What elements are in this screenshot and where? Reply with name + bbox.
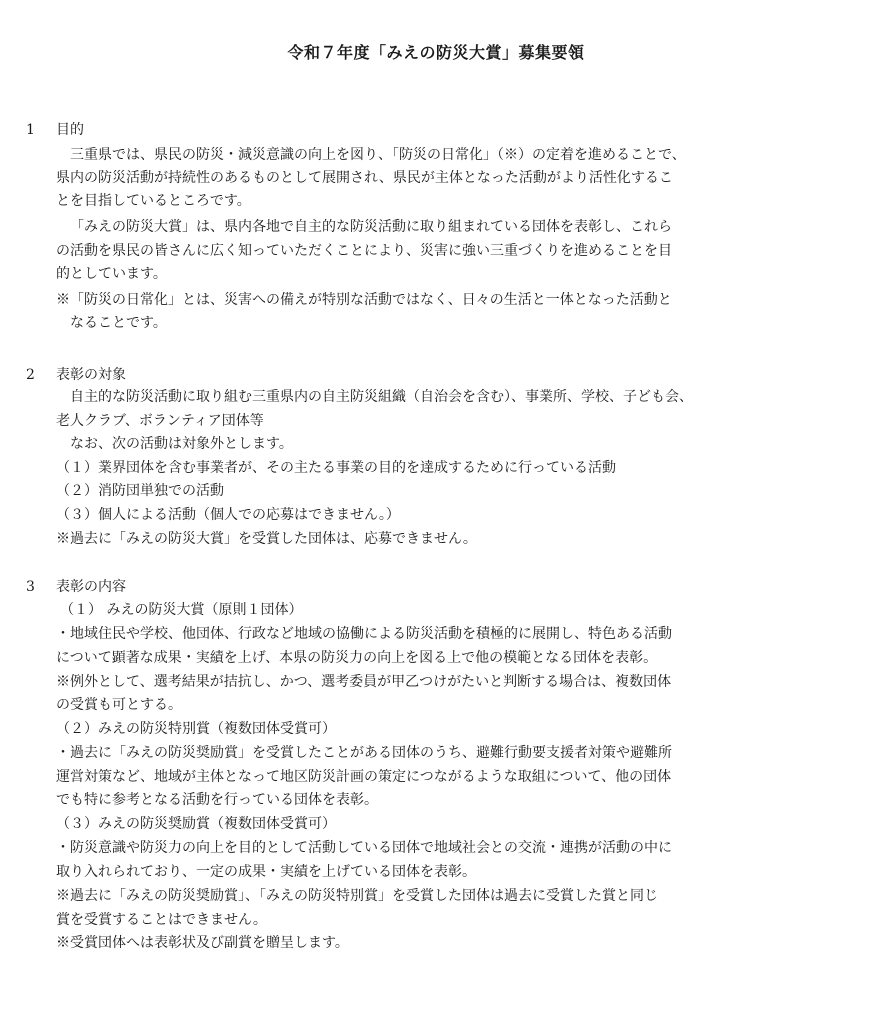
paragraph-line: 老人クラブ、ボランティア団体等 [56,413,264,429]
paragraph-line: 県内の防災活動が持続性のあるものとして展開され、県民が主体となった活動がより活性化するこ [56,170,673,186]
note-line: ※過去に「みえの防災大賞」を受賞した団体は、応募できません。 [56,531,477,547]
paragraph-line: ・防災意識や防災力の向上を目的として活動している団体で地域社会との交流・連携が活動の中に [56,840,672,856]
paragraph-line: 自主的な防災活動に取り組む三重県内の自主防災組織（自治会を含む）、事業所、学校、子ども会、 [70,389,693,405]
note-line: なることです。 [70,315,167,331]
section-number: 1 [26,122,35,138]
note-line: ※受賞団体へは表彰状及び副賞を贈呈します。 [56,935,349,951]
award-heading: （３）みえの防災奨励賞（複数団体受賞可） [56,816,336,832]
list-item: （３）個人による活動（個人での応募はできません。） [56,507,400,523]
paragraph-line: 「みえの防災大賞」は、県内各地で自主的な防災活動に取り組まれている団体を表彰し、これら [70,219,672,235]
note-line: 賞を受賞することはできません。 [56,912,267,928]
note-line: ※例外として、選考結果が拮抗し、かつ、選考委員が甲乙つけがたいと判断する場合は、複数団体 [56,674,672,690]
award-heading: （１） みえの防災大賞（原則１団体） [60,602,303,618]
paragraph-line: 的としています。 [56,266,167,282]
section-number: 3 [26,579,35,595]
paragraph-line: の活動を県民の皆さんに広く知っていただくことにより、災害に強い三重づくりを進めることを目 [56,243,672,259]
paragraph-line: でも特に参考となる活動を行っている団体を表彰。 [56,792,378,808]
paragraph-line: 運営対策など、地域が主体となって地区防災計画の策定につながるような取組について、他の団体 [56,769,672,785]
note-line: の受賞も可とする。 [56,697,182,713]
list-item: （１）業界団体を含む事業者が、その主たる事業の目的を達成するために行っている活動 [56,460,616,476]
paragraph-line: とを目指しているところです。 [56,193,251,209]
paragraph-line: ・地域住民や学校、他団体、行政など地域の協働による防災活動を積極的に展開し、特色ある活動 [56,626,672,642]
list-item: （２）消防団単独での活動 [56,483,224,499]
paragraph-line: について顕著な成果・実績を上げ、本県の防災力の向上を図る上で他の模範となる団体を表彰。 [56,650,658,666]
section-number: 2 [26,367,35,383]
note-line: ※「防災の日常化」とは、災害への備えが特別な活動ではなく、日々の生活と一体となった活動と [56,292,672,308]
paragraph-line: ・過去に「みえの防災奨励賞」を受賞したことがある団体のうち、避難行動要支援者対策や避難所 [56,745,672,761]
award-heading: （２）みえの防災特別賞（複数団体受賞可） [56,721,336,737]
section-heading: 表彰の内容 [56,579,126,595]
document-title: 令和７年度「みえの防災大賞」募集要領 [287,43,585,62]
paragraph-line: 取り入れられており、一定の成果・実績を上げている団体を表彰。 [56,864,476,880]
section-heading: 表彰の対象 [56,367,126,383]
paragraph-line: 三重県では、県民の防災・減災意識の向上を図り、「防災の日常化」（※）の定着を進めることで、 [70,147,686,163]
paragraph-line: なお、次の活動は対象外とします。 [70,436,293,452]
section-heading: 目的 [56,122,84,138]
note-line: ※過去に「みえの防災奨励賞」、「みえの防災特別賞」を受賞した団体は過去に受賞した賞と同じ [56,888,658,904]
